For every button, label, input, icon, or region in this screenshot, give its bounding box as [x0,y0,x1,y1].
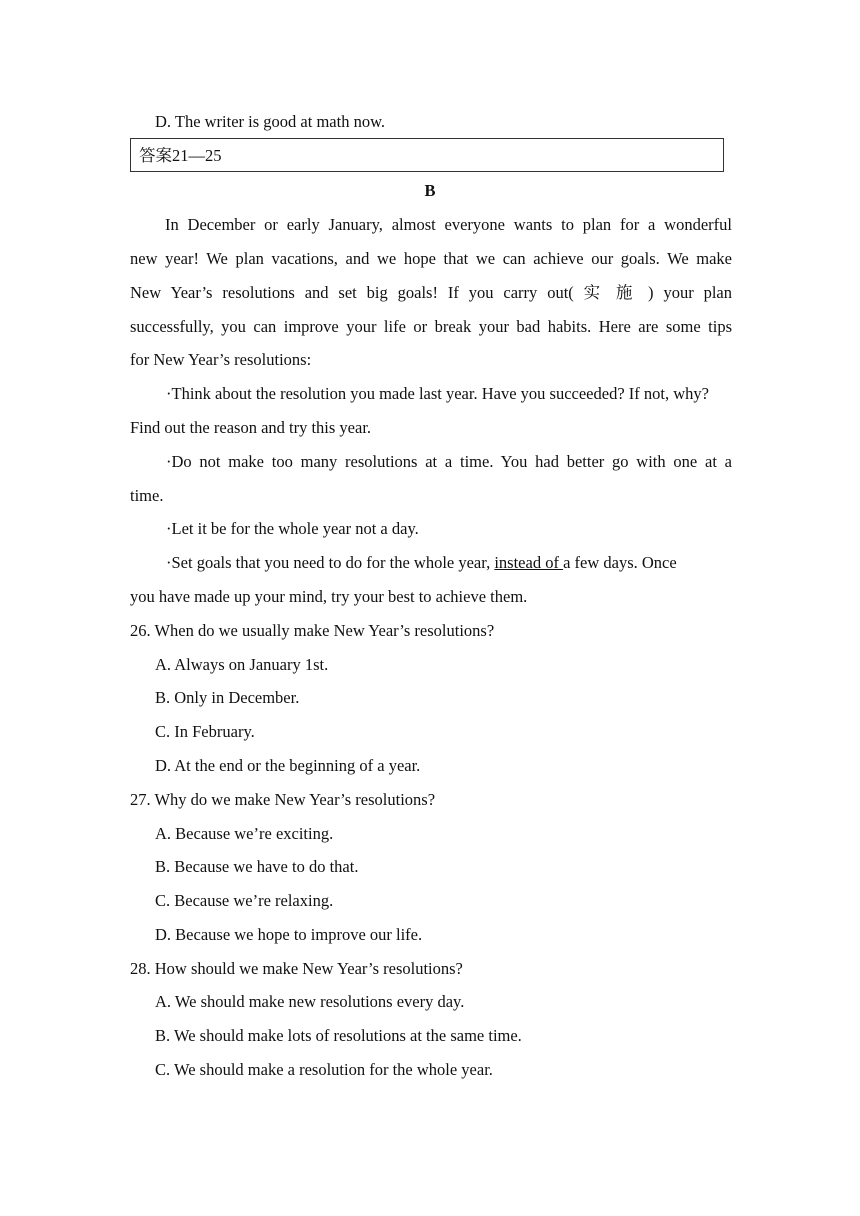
answer-box [130,138,724,172]
answer-option: D. At the end or the beginning of a year. [155,756,421,775]
tip-text: a few days. Once [563,553,677,572]
answer-option: B. Only in December. [155,688,300,707]
answer-option: C. Because we’re relaxing. [155,891,334,910]
passage-line: successfully, you can improve your life or break your bad habits. Here are some tips [130,317,732,336]
tip-item-continued: time. [130,486,164,505]
tip-item: ·Think about the resolution you made last year. Have you succeeded? If not, why? [166,384,709,403]
answer-option: C. We should make a resolution for the whole year. [155,1060,493,1079]
section-heading: B [424,181,436,200]
question-stem: 26. When do we usually make New Year’s resolutions? [130,621,495,640]
tip-item: ·Do not make too many resolutions at a time. You had better go with one at a [166,452,732,471]
tip-item [166,553,732,573]
answer-box-label: 答案21—25 [139,146,222,165]
answer-option: C. In February. [155,722,255,741]
answer-option: A. Because we’re exciting. [155,824,334,843]
answer-option: D. Because we hope to improve our life. [155,925,423,944]
question-stem: 28. How should we make New Year’s resolutions? [130,959,463,978]
tip-text: ·Set goals that you need to do for the whole year, [166,553,495,572]
answer-option: B. Because we have to do that. [155,857,359,876]
answer-option: A. We should make new resolutions every day. [155,992,465,1011]
answer-option: A. Always on January 1st. [155,655,329,674]
passage-line: In December or early January, almost everyone wants to plan for a wonderful [165,215,732,234]
answer-option: B. We should make lots of resolutions at the same time. [155,1026,522,1045]
underlined-phrase: instead of [494,553,564,572]
tip-item-continued: Find out the reason and try this year. [130,418,372,437]
question-stem: 27. Why do we make New Year’s resolutions? [130,790,436,809]
passage-line: New Year’s resolutions and set big goals! If you carry out( 实 施 ) your plan [130,283,733,302]
previous-option-d: D. The writer is good at math now. [155,112,386,131]
passage-line: new year! We plan vacations, and we hope that we can achieve our goals. We make [130,249,732,268]
tip-item: ·Let it be for the whole year not a day. [166,519,419,538]
tip-item-continued: you have made up your mind, try your best to achieve them. [130,587,528,606]
passage-line: for New Year’s resolutions: [130,350,312,369]
